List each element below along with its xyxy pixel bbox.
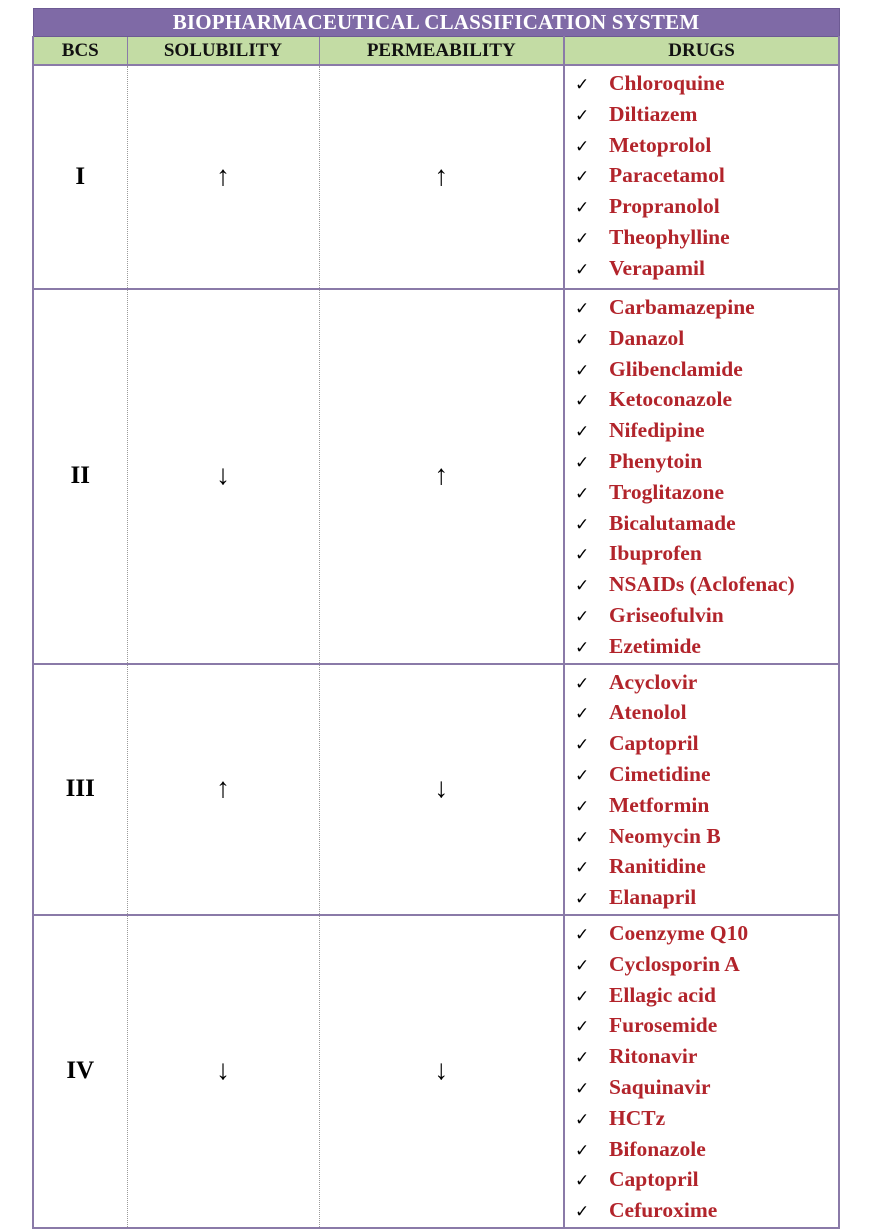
bcs-class-cell: IV — [33, 915, 127, 1228]
list-item — [575, 69, 838, 100]
list-item — [575, 324, 838, 355]
checkmark-icon: ✓ — [575, 514, 590, 535]
drug-name: NSAIDs (Aclofenac) — [609, 572, 795, 597]
drug-name: Danazol — [609, 325, 685, 350]
checkmark-icon: ✓ — [575, 1048, 590, 1069]
table-row — [33, 664, 839, 915]
list-item — [575, 355, 838, 386]
bcs-table — [32, 8, 840, 1229]
table-row — [33, 289, 839, 664]
list-item — [575, 1042, 838, 1073]
list-item — [575, 791, 838, 822]
solubility-arrow-icon: ↓ — [127, 915, 319, 1228]
drug-name: Glibenclamide — [609, 356, 743, 381]
drug-name: Bicalutamade — [609, 510, 736, 535]
drug-name: Elanapril — [609, 885, 697, 910]
list-item — [575, 950, 838, 981]
checkmark-icon: ✓ — [575, 858, 590, 879]
drug-name: Atenolol — [609, 700, 687, 725]
list-item — [575, 131, 838, 162]
checkmark-icon: ✓ — [575, 1017, 590, 1038]
checkmark-icon: ✓ — [575, 606, 590, 627]
list-item — [575, 1011, 838, 1042]
drug-name: Ibuprofen — [609, 541, 702, 566]
checkmark-icon: ✓ — [575, 704, 590, 725]
checkmark-icon: ✓ — [575, 955, 590, 976]
checkmark-icon: ✓ — [575, 796, 590, 817]
checkmark-icon: ✓ — [575, 198, 590, 219]
solubility-arrow-icon: ↓ — [127, 289, 319, 664]
list-item — [575, 698, 838, 729]
list-item — [575, 981, 838, 1012]
list-item — [575, 293, 838, 324]
drug-list — [564, 289, 839, 664]
table-row — [33, 915, 839, 1228]
list-item — [575, 1104, 838, 1135]
drug-list — [564, 65, 839, 289]
permeability-arrow-icon: ↑ — [319, 289, 564, 664]
checkmark-icon: ✓ — [575, 1140, 590, 1161]
drug-list — [564, 915, 839, 1228]
permeability-arrow-icon: ↓ — [319, 664, 564, 915]
list-item — [575, 822, 838, 853]
checkmark-icon: ✓ — [575, 422, 590, 443]
drug-name: Carbamazepine — [609, 295, 755, 319]
checkmark-icon: ✓ — [575, 105, 590, 126]
checkmark-icon: ✓ — [575, 576, 590, 597]
checkmark-icon: ✓ — [575, 391, 590, 412]
list-item — [575, 416, 838, 447]
list-item — [575, 1196, 838, 1227]
list-item — [575, 1073, 838, 1104]
drug-name: Neomycin B — [609, 823, 721, 848]
drug-name: Ranitidine — [609, 854, 706, 879]
checkmark-icon: ✓ — [575, 637, 590, 658]
bcs-class-cell: III — [33, 664, 127, 915]
checkmark-icon: ✓ — [575, 1202, 590, 1223]
drug-name: Verapamil — [609, 255, 705, 280]
drug-name: HCTz — [609, 1105, 666, 1130]
checkmark-icon: ✓ — [575, 889, 590, 910]
header-permeability: PERMEABILITY — [319, 37, 564, 66]
list-item — [575, 919, 838, 950]
permeability-arrow-icon: ↓ — [319, 915, 564, 1228]
solubility-arrow-icon: ↑ — [127, 664, 319, 915]
list-item — [575, 632, 838, 663]
list-item — [575, 1135, 838, 1166]
checkmark-icon: ✓ — [575, 136, 590, 157]
drug-name: Griseofulvin — [609, 602, 724, 627]
drug-name: Cyclosporin A — [609, 951, 740, 976]
drug-name: Troglitazone — [609, 479, 725, 504]
table-title: BIOPHARMACEUTICAL CLASSIFICATION SYSTEM — [33, 9, 839, 37]
list-item — [575, 192, 838, 223]
drug-name: Nifedipine — [609, 418, 705, 443]
list-item — [575, 570, 838, 601]
drug-name: Theophylline — [609, 224, 730, 249]
permeability-arrow-icon: ↑ — [319, 65, 564, 289]
list-item — [575, 883, 838, 914]
drug-name: Saquinavir — [609, 1074, 711, 1099]
drug-name: Diltiazem — [609, 101, 698, 126]
drug-name: Ritonavir — [609, 1044, 698, 1069]
header-drugs: DRUGS — [564, 37, 839, 66]
checkmark-icon: ✓ — [575, 765, 590, 786]
bcs-class-cell: I — [33, 65, 127, 289]
checkmark-icon: ✓ — [575, 1078, 590, 1099]
checkmark-icon: ✓ — [575, 545, 590, 566]
checkmark-icon: ✓ — [575, 673, 590, 694]
drug-name: Furosemide — [609, 1013, 718, 1038]
checkmark-icon: ✓ — [575, 1171, 590, 1192]
drug-name: Chloroquine — [609, 71, 725, 95]
list-item — [575, 729, 838, 760]
list-item — [575, 668, 838, 699]
drug-name: Propranolol — [609, 194, 720, 219]
checkmark-icon: ✓ — [575, 360, 590, 381]
checkmark-icon: ✓ — [575, 483, 590, 504]
list-item — [575, 852, 838, 883]
list-item — [575, 223, 838, 254]
list-item — [575, 161, 838, 192]
checkmark-icon: ✓ — [575, 735, 590, 756]
drug-name: Ellagic acid — [609, 982, 716, 1007]
drug-name: Cefuroxime — [609, 1198, 718, 1223]
drug-name: Acyclovir — [609, 669, 698, 694]
checkmark-icon: ✓ — [575, 299, 590, 319]
checkmark-icon: ✓ — [575, 228, 590, 249]
drug-name: Metoprolol — [609, 132, 712, 157]
list-item — [575, 100, 838, 131]
drug-name: Captopril — [609, 1167, 699, 1192]
checkmark-icon: ✓ — [575, 329, 590, 350]
list-item — [575, 385, 838, 416]
drug-name: Metformin — [609, 792, 710, 817]
list-item — [575, 447, 838, 478]
checkmark-icon: ✓ — [575, 924, 590, 945]
header-bcs: BCS — [33, 37, 127, 66]
list-item — [575, 760, 838, 791]
list-item — [575, 254, 838, 285]
checkmark-icon: ✓ — [575, 259, 590, 280]
drug-name: Coenzyme Q10 — [609, 920, 749, 945]
drug-name: Bifonazole — [609, 1136, 706, 1161]
drug-name: Cimetidine — [609, 761, 711, 786]
drug-list — [564, 664, 839, 915]
drug-name: Captopril — [609, 731, 699, 756]
list-item — [575, 1165, 838, 1196]
checkmark-icon: ✓ — [575, 75, 590, 95]
drug-name: Ezetimide — [609, 633, 701, 658]
header-solubility: SOLUBILITY — [127, 37, 319, 66]
list-item — [575, 478, 838, 509]
checkmark-icon: ✓ — [575, 827, 590, 848]
checkmark-icon: ✓ — [575, 452, 590, 473]
drug-name: Paracetamol — [609, 163, 725, 188]
checkmark-icon: ✓ — [575, 1109, 590, 1130]
solubility-arrow-icon: ↑ — [127, 65, 319, 289]
drug-name: Phenytoin — [609, 448, 703, 473]
list-item — [575, 509, 838, 540]
drug-name: Ketoconazole — [609, 387, 732, 412]
bcs-class-cell: II — [33, 289, 127, 664]
list-item — [575, 601, 838, 632]
list-item — [575, 539, 838, 570]
checkmark-icon: ✓ — [575, 167, 590, 188]
table-row — [33, 65, 839, 289]
checkmark-icon: ✓ — [575, 986, 590, 1007]
